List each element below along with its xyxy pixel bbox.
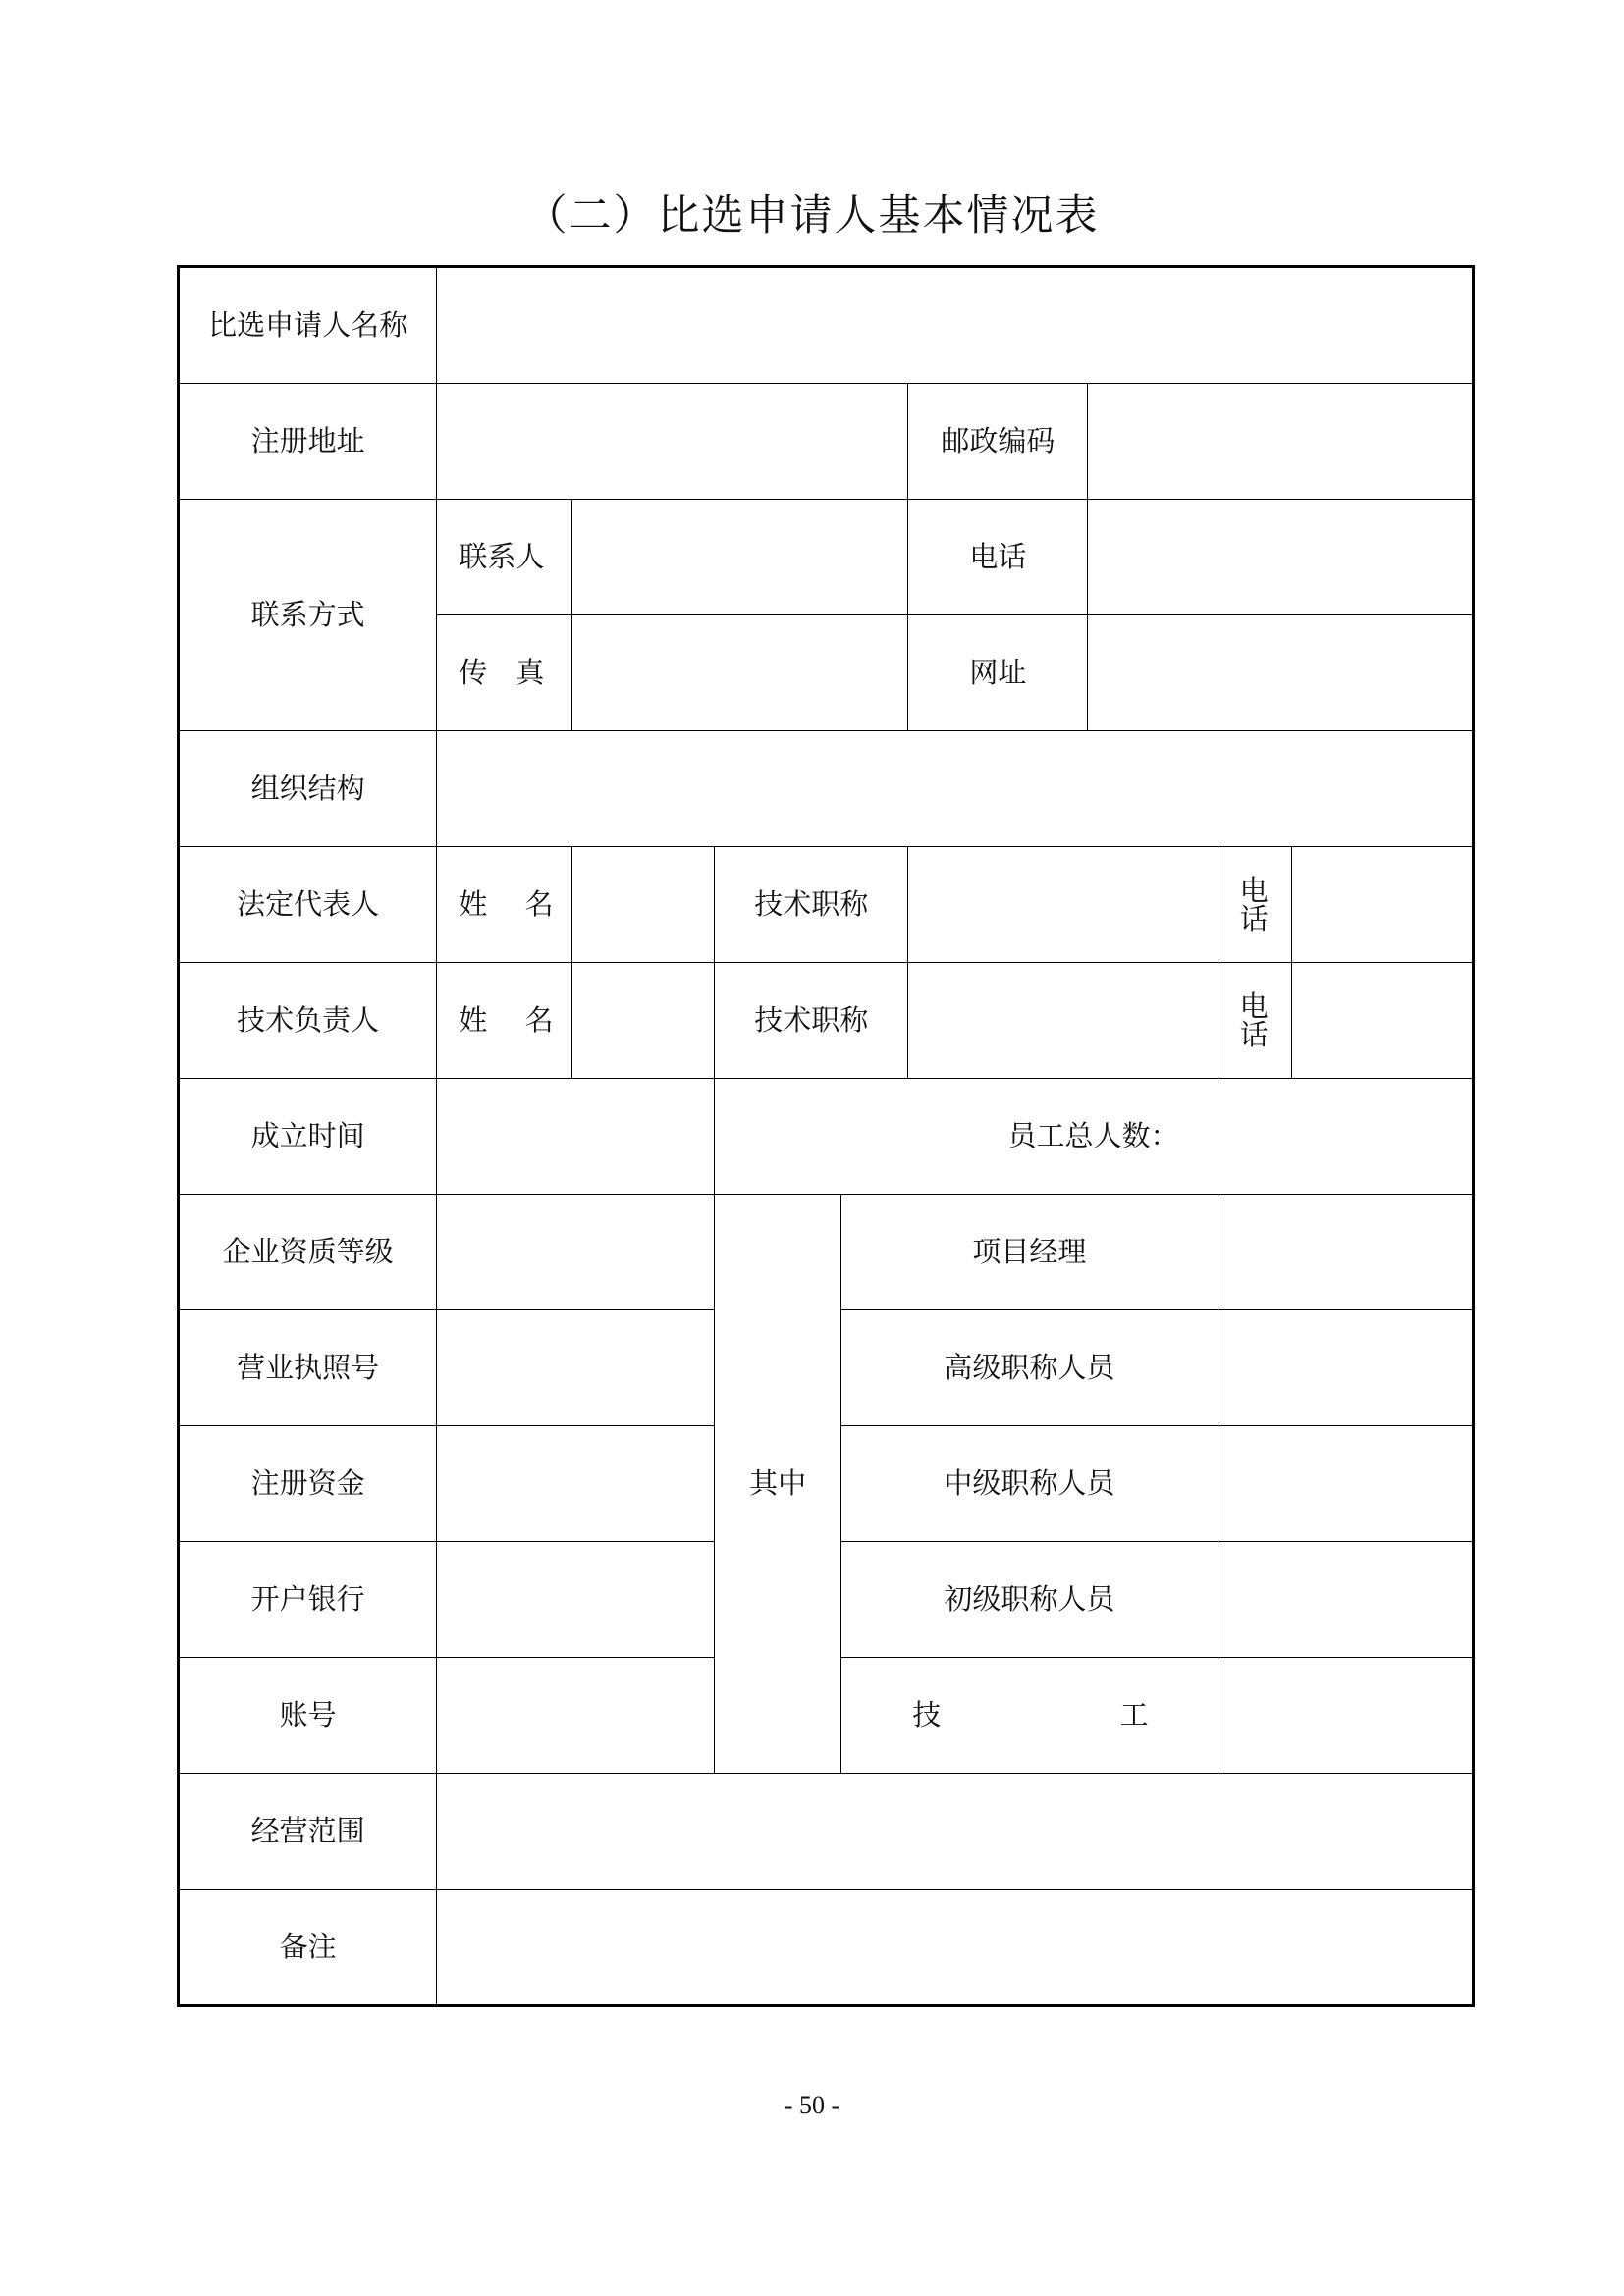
field-business-scope[interactable] bbox=[437, 1774, 1474, 1890]
label-remarks: 备注 bbox=[179, 1890, 437, 2006]
label-fax: 传 真 bbox=[437, 615, 571, 731]
label-contact-person: 联系人 bbox=[437, 500, 571, 615]
label-junior-title: 初级职称人员 bbox=[841, 1542, 1218, 1658]
row-legal-rep bbox=[179, 847, 1474, 963]
field-remarks[interactable] bbox=[437, 1890, 1474, 2006]
label-total-staff: 员工总人数： bbox=[715, 1079, 1474, 1195]
label-legal-rep-name: 姓 名 bbox=[437, 847, 571, 963]
field-org-structure[interactable] bbox=[437, 731, 1474, 847]
row-registered-address bbox=[179, 384, 1474, 500]
field-legal-rep-name[interactable] bbox=[571, 847, 714, 963]
field-project-manager[interactable] bbox=[1218, 1195, 1473, 1310]
label-business-scope: 经营范围 bbox=[179, 1774, 437, 1890]
label-phone: 电话 bbox=[908, 500, 1088, 615]
field-established[interactable] bbox=[437, 1079, 715, 1195]
field-legal-rep-phone[interactable] bbox=[1291, 847, 1473, 963]
label-qualification: 企业资质等级 bbox=[179, 1195, 437, 1310]
label-contact-method: 联系方式 bbox=[179, 500, 437, 731]
field-qualification[interactable] bbox=[437, 1195, 715, 1310]
field-website[interactable] bbox=[1088, 615, 1474, 731]
label-technician-right: 工 bbox=[1119, 1698, 1149, 1732]
field-account[interactable] bbox=[437, 1658, 715, 1774]
row-applicant-name bbox=[179, 267, 1474, 384]
row-tech-lead bbox=[179, 963, 1474, 1079]
label-account: 账号 bbox=[179, 1658, 437, 1774]
label-registered-address: 注册地址 bbox=[179, 384, 437, 500]
field-applicant-name[interactable] bbox=[437, 267, 1474, 384]
field-license-no[interactable] bbox=[437, 1310, 715, 1426]
label-among: 其中 bbox=[715, 1195, 841, 1774]
label-tech-lead-name: 姓 名 bbox=[437, 963, 571, 1079]
field-tech-lead-phone[interactable] bbox=[1291, 963, 1473, 1079]
label-legal-rep: 法定代表人 bbox=[179, 847, 437, 963]
field-postal-code[interactable] bbox=[1088, 384, 1474, 500]
row-established bbox=[179, 1079, 1474, 1195]
label-technician bbox=[841, 1658, 1218, 1774]
label-legal-rep-title: 技术职称 bbox=[715, 847, 908, 963]
label-org-structure: 组织结构 bbox=[179, 731, 437, 847]
label-established: 成立时间 bbox=[179, 1079, 437, 1195]
applicant-info-table bbox=[177, 265, 1475, 2007]
label-technician-left: 技 bbox=[912, 1698, 942, 1732]
field-tech-lead-name[interactable] bbox=[571, 963, 714, 1079]
field-legal-rep-title[interactable] bbox=[908, 847, 1218, 963]
label-senior-title: 高级职称人员 bbox=[841, 1310, 1218, 1426]
label-mid-title: 中级职称人员 bbox=[841, 1426, 1218, 1542]
label-bank: 开户银行 bbox=[179, 1542, 437, 1658]
field-senior-title[interactable] bbox=[1218, 1310, 1473, 1426]
row-qualification bbox=[179, 1195, 1474, 1310]
row-org-structure bbox=[179, 731, 1474, 847]
field-registered-address[interactable] bbox=[437, 384, 908, 500]
label-reg-capital: 注册资金 bbox=[179, 1426, 437, 1542]
field-reg-capital[interactable] bbox=[437, 1426, 715, 1542]
label-license-no: 营业执照号 bbox=[179, 1310, 437, 1426]
field-tech-lead-title[interactable] bbox=[908, 963, 1218, 1079]
label-tech-lead-phone: 电 话 bbox=[1218, 963, 1291, 1079]
label-website: 网址 bbox=[908, 615, 1088, 731]
field-contact-person[interactable] bbox=[571, 500, 908, 615]
label-tech-lead: 技术负责人 bbox=[179, 963, 437, 1079]
label-project-manager: 项目经理 bbox=[841, 1195, 1218, 1310]
field-junior-title[interactable] bbox=[1218, 1542, 1473, 1658]
field-fax[interactable] bbox=[571, 615, 908, 731]
field-mid-title[interactable] bbox=[1218, 1426, 1473, 1542]
field-bank[interactable] bbox=[437, 1542, 715, 1658]
row-contact-1 bbox=[179, 500, 1474, 615]
page-number: - 50 - bbox=[784, 2091, 840, 2119]
label-postal-code: 邮政编码 bbox=[908, 384, 1088, 500]
label-applicant-name: 比选申请人名称 bbox=[179, 267, 437, 384]
field-phone[interactable] bbox=[1088, 500, 1474, 615]
field-technician[interactable] bbox=[1218, 1658, 1473, 1774]
row-business-scope bbox=[179, 1774, 1474, 1890]
label-legal-rep-phone: 电 话 bbox=[1218, 847, 1291, 963]
form-title: （二）比选申请人基本情况表 bbox=[524, 191, 1100, 240]
label-tech-lead-title: 技术职称 bbox=[715, 963, 908, 1079]
row-remarks bbox=[179, 1890, 1474, 2006]
